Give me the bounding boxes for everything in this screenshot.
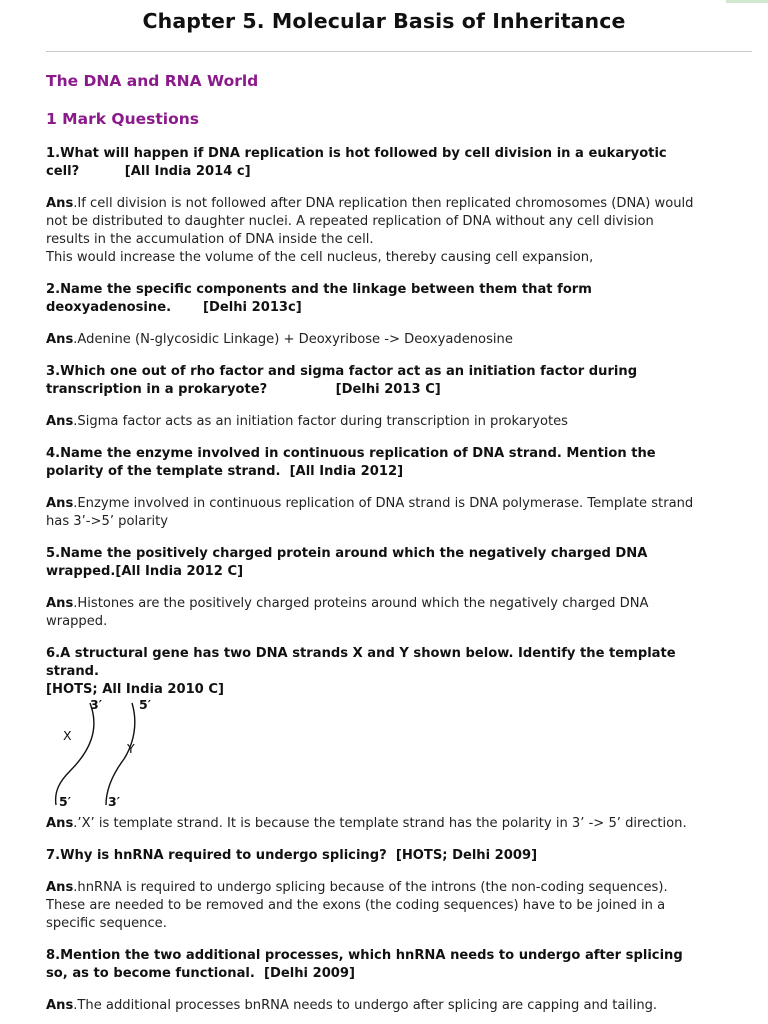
sub-heading: 1 Mark Questions bbox=[46, 110, 199, 128]
strand-x-top-end: 3′ bbox=[90, 697, 102, 712]
answer-5-text: .Histones are the positively charged proteins around which the negatively charged DNA wrapped. bbox=[46, 596, 649, 629]
qa-item-8 bbox=[46, 947, 736, 1015]
answer-1-text: .If cell division is not followed after DNA replication then replicated chromosomes (DNA) would not be distributed to daughter nuclei. A repeated replication of DNA without any cell division results in the accumulation of DNA inside the cell. This would increase the volume of the cell nucleus, thereby causing cell expansion, bbox=[46, 196, 694, 265]
strand-y-bottom-end: 3′ bbox=[108, 794, 120, 809]
answer-2-text: .Adenine (N-glycosidic Linkage) + Deoxyribose -> Deoxyadenosine bbox=[73, 332, 513, 347]
question-1: 1.What will happen if DNA replication is hot followed by cell division in a eukaryotic cell? [All India 2014 c] bbox=[46, 146, 667, 179]
qa-item-4 bbox=[46, 445, 736, 531]
answer-label: Ans bbox=[46, 596, 74, 611]
question-4: 4.Name the enzyme involved in continuous replication of DNA strand. Mention the polarity of the template strand. [All India 2012] bbox=[46, 446, 656, 479]
answer-6-text: .’X’ is template strand. It is because the template strand has the polarity in 3’ -> 5’ direction. bbox=[73, 816, 687, 831]
answer-label: Ans bbox=[46, 816, 74, 831]
question-2: 2.Name the specific components and the linkage between them that form deoxyadenosine. [Delhi 2013c] bbox=[46, 282, 592, 315]
answer-4 bbox=[46, 495, 736, 531]
dna-strand-figure bbox=[46, 699, 166, 811]
answer-3 bbox=[46, 413, 736, 431]
qa-item-1 bbox=[46, 145, 736, 267]
answer-8-text: .The additional processes bnRNA needs to undergo after splicing are capping and tailing. bbox=[73, 998, 658, 1013]
answer-label: Ans bbox=[46, 496, 74, 511]
corner-tab-mark bbox=[726, 0, 768, 3]
question-3: 3.Which one out of rho factor and sigma factor act as an initiation factor during transcription in a prokaryote? [Delhi 2013 C] bbox=[46, 364, 638, 397]
strand-y-top-end: 5′ bbox=[139, 697, 151, 712]
answer-label: Ans bbox=[46, 414, 74, 429]
answer-3-text: .Sigma factor acts as an initiation factor during transcription in prokaryotes bbox=[73, 414, 568, 429]
strand-x-bottom-end: 5′ bbox=[59, 794, 71, 809]
question-6: 6.A structural gene has two DNA strands X and Y shown below. Identify the template strand. [HOTS; All India 2010 C] bbox=[46, 646, 676, 697]
section-heading: The DNA and RNA World bbox=[46, 72, 259, 90]
answer-5 bbox=[46, 595, 736, 631]
qa-item-7 bbox=[46, 847, 736, 933]
question-7: 7.Why is hnRNA required to undergo splicing? [HOTS; Delhi 2009] bbox=[46, 848, 538, 863]
answer-1 bbox=[46, 195, 736, 267]
answer-8 bbox=[46, 997, 736, 1015]
page-title: Chapter 5. Molecular Basis of Inheritance bbox=[142, 9, 626, 33]
answer-6 bbox=[46, 815, 736, 833]
strand-y-label: Y bbox=[127, 741, 135, 756]
strand-x bbox=[56, 703, 94, 805]
qa-item-2 bbox=[46, 281, 736, 349]
qa-item-5 bbox=[46, 545, 736, 631]
answer-label: Ans bbox=[46, 998, 74, 1013]
answer-label: Ans bbox=[46, 880, 74, 895]
question-5: 5.Name the positively charged protein around which the negatively charged DNA wrapped.[All India 2012 C] bbox=[46, 546, 648, 579]
answer-4-text: .Enzyme involved in continuous replication of DNA strand is DNA polymerase. Template strand has 3’->5’ polarity bbox=[46, 496, 694, 529]
answer-7 bbox=[46, 879, 736, 933]
qa-item-3 bbox=[46, 363, 736, 431]
answer-2 bbox=[46, 331, 736, 349]
qa-item-6 bbox=[46, 645, 736, 833]
question-8: 8.Mention the two additional processes, which hnRNA needs to undergo after splicing so, as to become functional. [Delhi 2009] bbox=[46, 948, 683, 981]
answer-7-text: .hnRNA is required to undergo splicing because of the introns (the non-coding sequences). These are needed to be removed and the exons (the coding sequences) have to be joined in a specific sequence. bbox=[46, 880, 668, 931]
answer-label: Ans bbox=[46, 332, 74, 347]
strand-x-label: X bbox=[63, 728, 72, 743]
answer-label: Ans bbox=[46, 196, 74, 211]
title-divider bbox=[46, 51, 752, 52]
qa-list bbox=[46, 145, 736, 1015]
